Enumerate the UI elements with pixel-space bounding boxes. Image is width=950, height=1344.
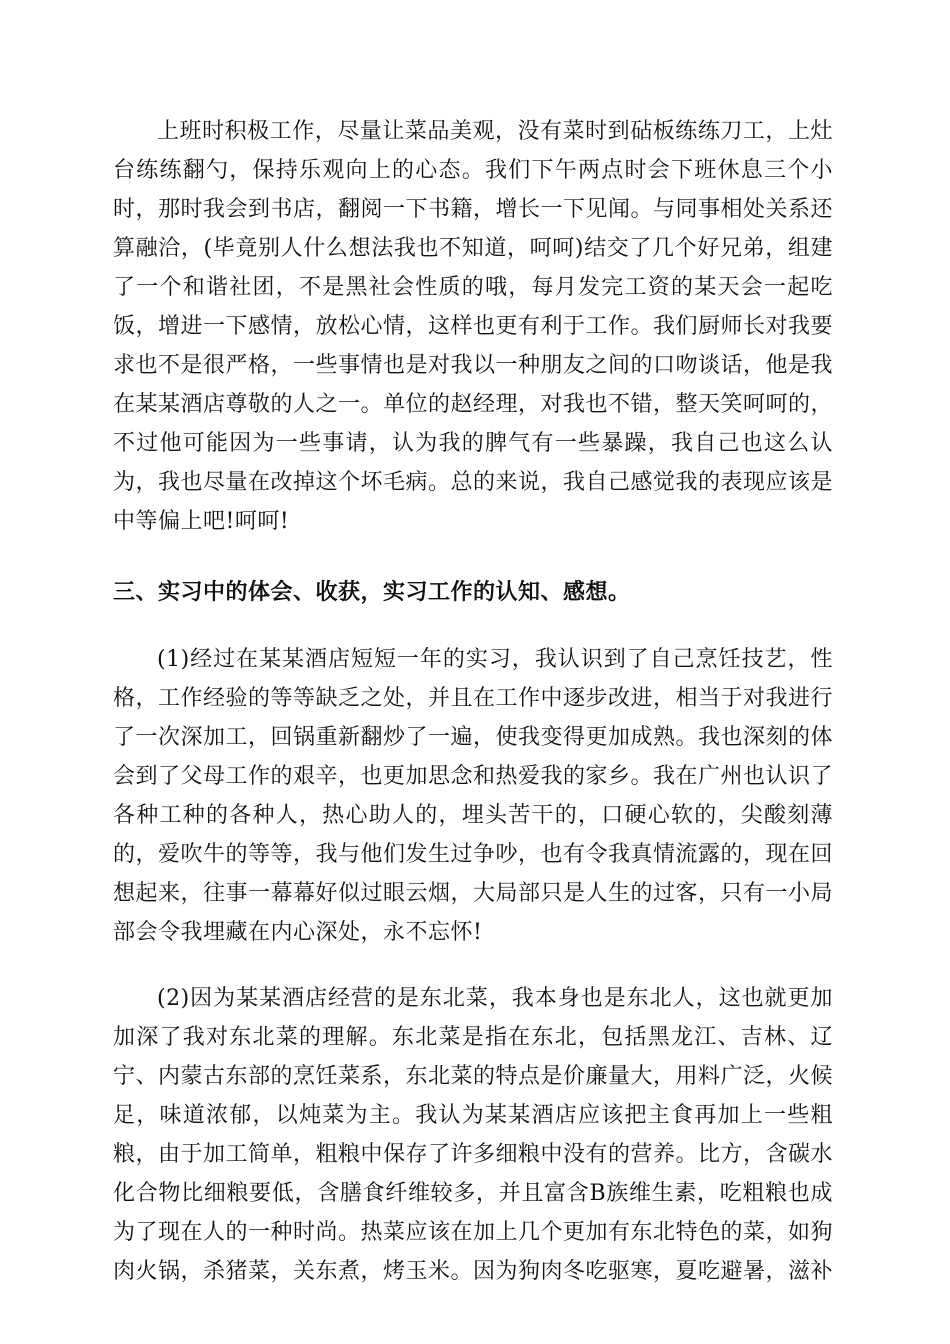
body-paragraph-point-1: (1)经过在某某酒店短短一年的实习，我认识到了自己烹饪技艺，性格，工作经验的等等缺乏之处，并且在工作中逐步改进，相当于对我进行了一次深加工，回锅重新翻炒了一遍，使我变得更加成熟。我也深刻的体会到了父母工作的艰辛，也更加思念和热爱我的家乡。我在广州也认识了各种工种的各种人，热心助人的，埋头苦干的，口硬心软的，尖酸刻薄的，爱吹牛的等等，我与他们发生过争吵，也有令我真情流露的，现在回想起来，往事一幕幕好似过眼云烟，大局部只是人生的过客，只有一小局部会令我埋藏在内心深处，永不忘怀!	[113, 647, 834, 945]
paragraph-spacer	[113, 612, 833, 640]
body-paragraph-point-2: (2)因为某某酒店经营的是东北菜，我本身也是东北人，这也就更加加深了我对东北菜的理解。东北菜是指在东北，包括黑龙江、吉林、辽宁、内蒙古东部的烹饪菜系，东北菜的特点是价廉量大，用料广泛，火候足，味道浓郁，以炖菜为主。我认为某某酒店应该把主食再加上一些粗粮，由于加工简单，粗粮中保存了许多细粮中没有的营养。比方，含碳水化合物比细粮要低，含膳食纤维较多，并且富含B族维生素，吃粗粮也成为了现在人的一种时尚。热菜应该在加上几个更加有东北特色的菜，如狗肉火锅，杀猪菜，关东煮，烤玉米。因为狗肉冬吃驱寒，夏吃避暑，滋补	[113, 986, 834, 1284]
document-page	[113, 112, 833, 1291]
section-heading-three: 三、实习中的体会、收获，实习工作的认知、感想。	[113, 579, 631, 605]
body-paragraph-work-attitude: 上班时积极工作，尽量让菜品美观，没有菜时到砧板练练刀工，上灶台练练翻勺，保持乐观向上的心态。我们下午两点时会下班休息三个小时，那时我会到书店，翻阅一下书籍，增长一下见闻。与同事相处关系还算融洽，(毕竟别人什么想法我也不知道，呵呵)结交了几个好兄弟，组建了一个和谐社团，不是黑社会性质的哦，每月发完工资的某天会一起吃饭，增进一下感情，放松心情，这样也更有利于工作。我们厨师长对我要求也不是很严格，一些事情也是对我以一种朋友之间的口吻谈话，他是我在某某酒店尊敬的人之一。单位的赵经理，对我也不错，整天笑呵呵的，不过他可能因为一些事请，认为我的脾气有一些暴躁，我自己也这么认为，我也尽量在改掉这个坏毛病。总的来说，我自己感觉我的表现应该是中等偏上吧!呵呵!	[113, 119, 834, 534]
paragraph-spacer	[113, 541, 833, 573]
paragraph-spacer	[113, 952, 833, 979]
